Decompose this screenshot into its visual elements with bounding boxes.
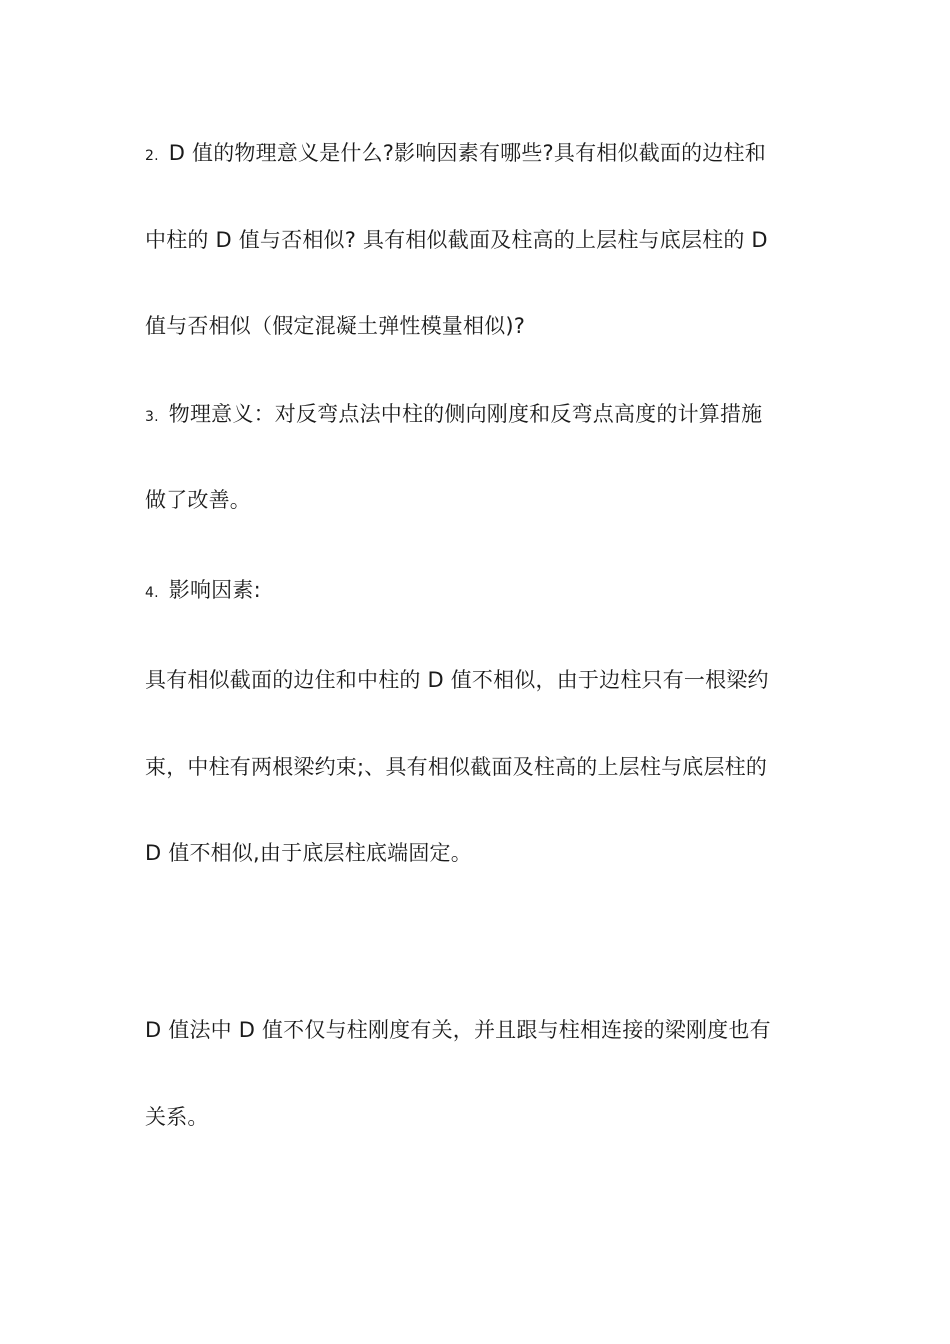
list-number: 4. — [145, 585, 159, 601]
paragraph-line — [145, 575, 810, 608]
paragraph-line — [145, 838, 810, 868]
paragraph-line — [145, 311, 810, 341]
paragraph-line — [145, 1015, 810, 1045]
paragraph-line — [145, 485, 810, 515]
paragraph-line — [145, 138, 810, 171]
line-text: 影响因素: — [168, 578, 261, 602]
line-text: D 值法中 D 值不仅与柱刚度有关，并且跟与柱相连接的梁刚度也有 — [145, 1018, 771, 1042]
line-text: 做了改善。 — [145, 488, 251, 512]
line-text: 关系。 — [145, 1105, 209, 1129]
list-number: 3. — [145, 409, 159, 425]
paragraph-line — [145, 665, 810, 695]
line-text: D 值的物理意义是什么?影响因素有哪些?具有相似截面的边柱和 — [168, 141, 766, 165]
paragraph-line — [145, 399, 810, 432]
line-text: 中柱的 D 值与否相似? 具有相似截面及柱高的上层柱与底层柱的 D — [145, 228, 768, 252]
list-number: 2. — [145, 148, 159, 164]
paragraph-line — [145, 752, 810, 782]
line-text: 束，中柱有两根梁约束;、具有相似截面及柱高的上层柱与底层柱的 — [145, 755, 768, 779]
line-text: 具有相似截面的边住和中柱的 D 值不相似，由于边柱只有一根梁约 — [145, 668, 769, 692]
paragraph-line — [145, 225, 810, 255]
paragraph-line — [145, 1102, 810, 1132]
line-text: 值与否相似（假定混凝土弹性模量相似)? — [145, 314, 526, 338]
line-text: 物理意义：对反弯点法中柱的侧向刚度和反弯点高度的计算措施 — [168, 402, 763, 426]
line-text: D 值不相似,由于底层柱底端固定。 — [145, 841, 472, 865]
